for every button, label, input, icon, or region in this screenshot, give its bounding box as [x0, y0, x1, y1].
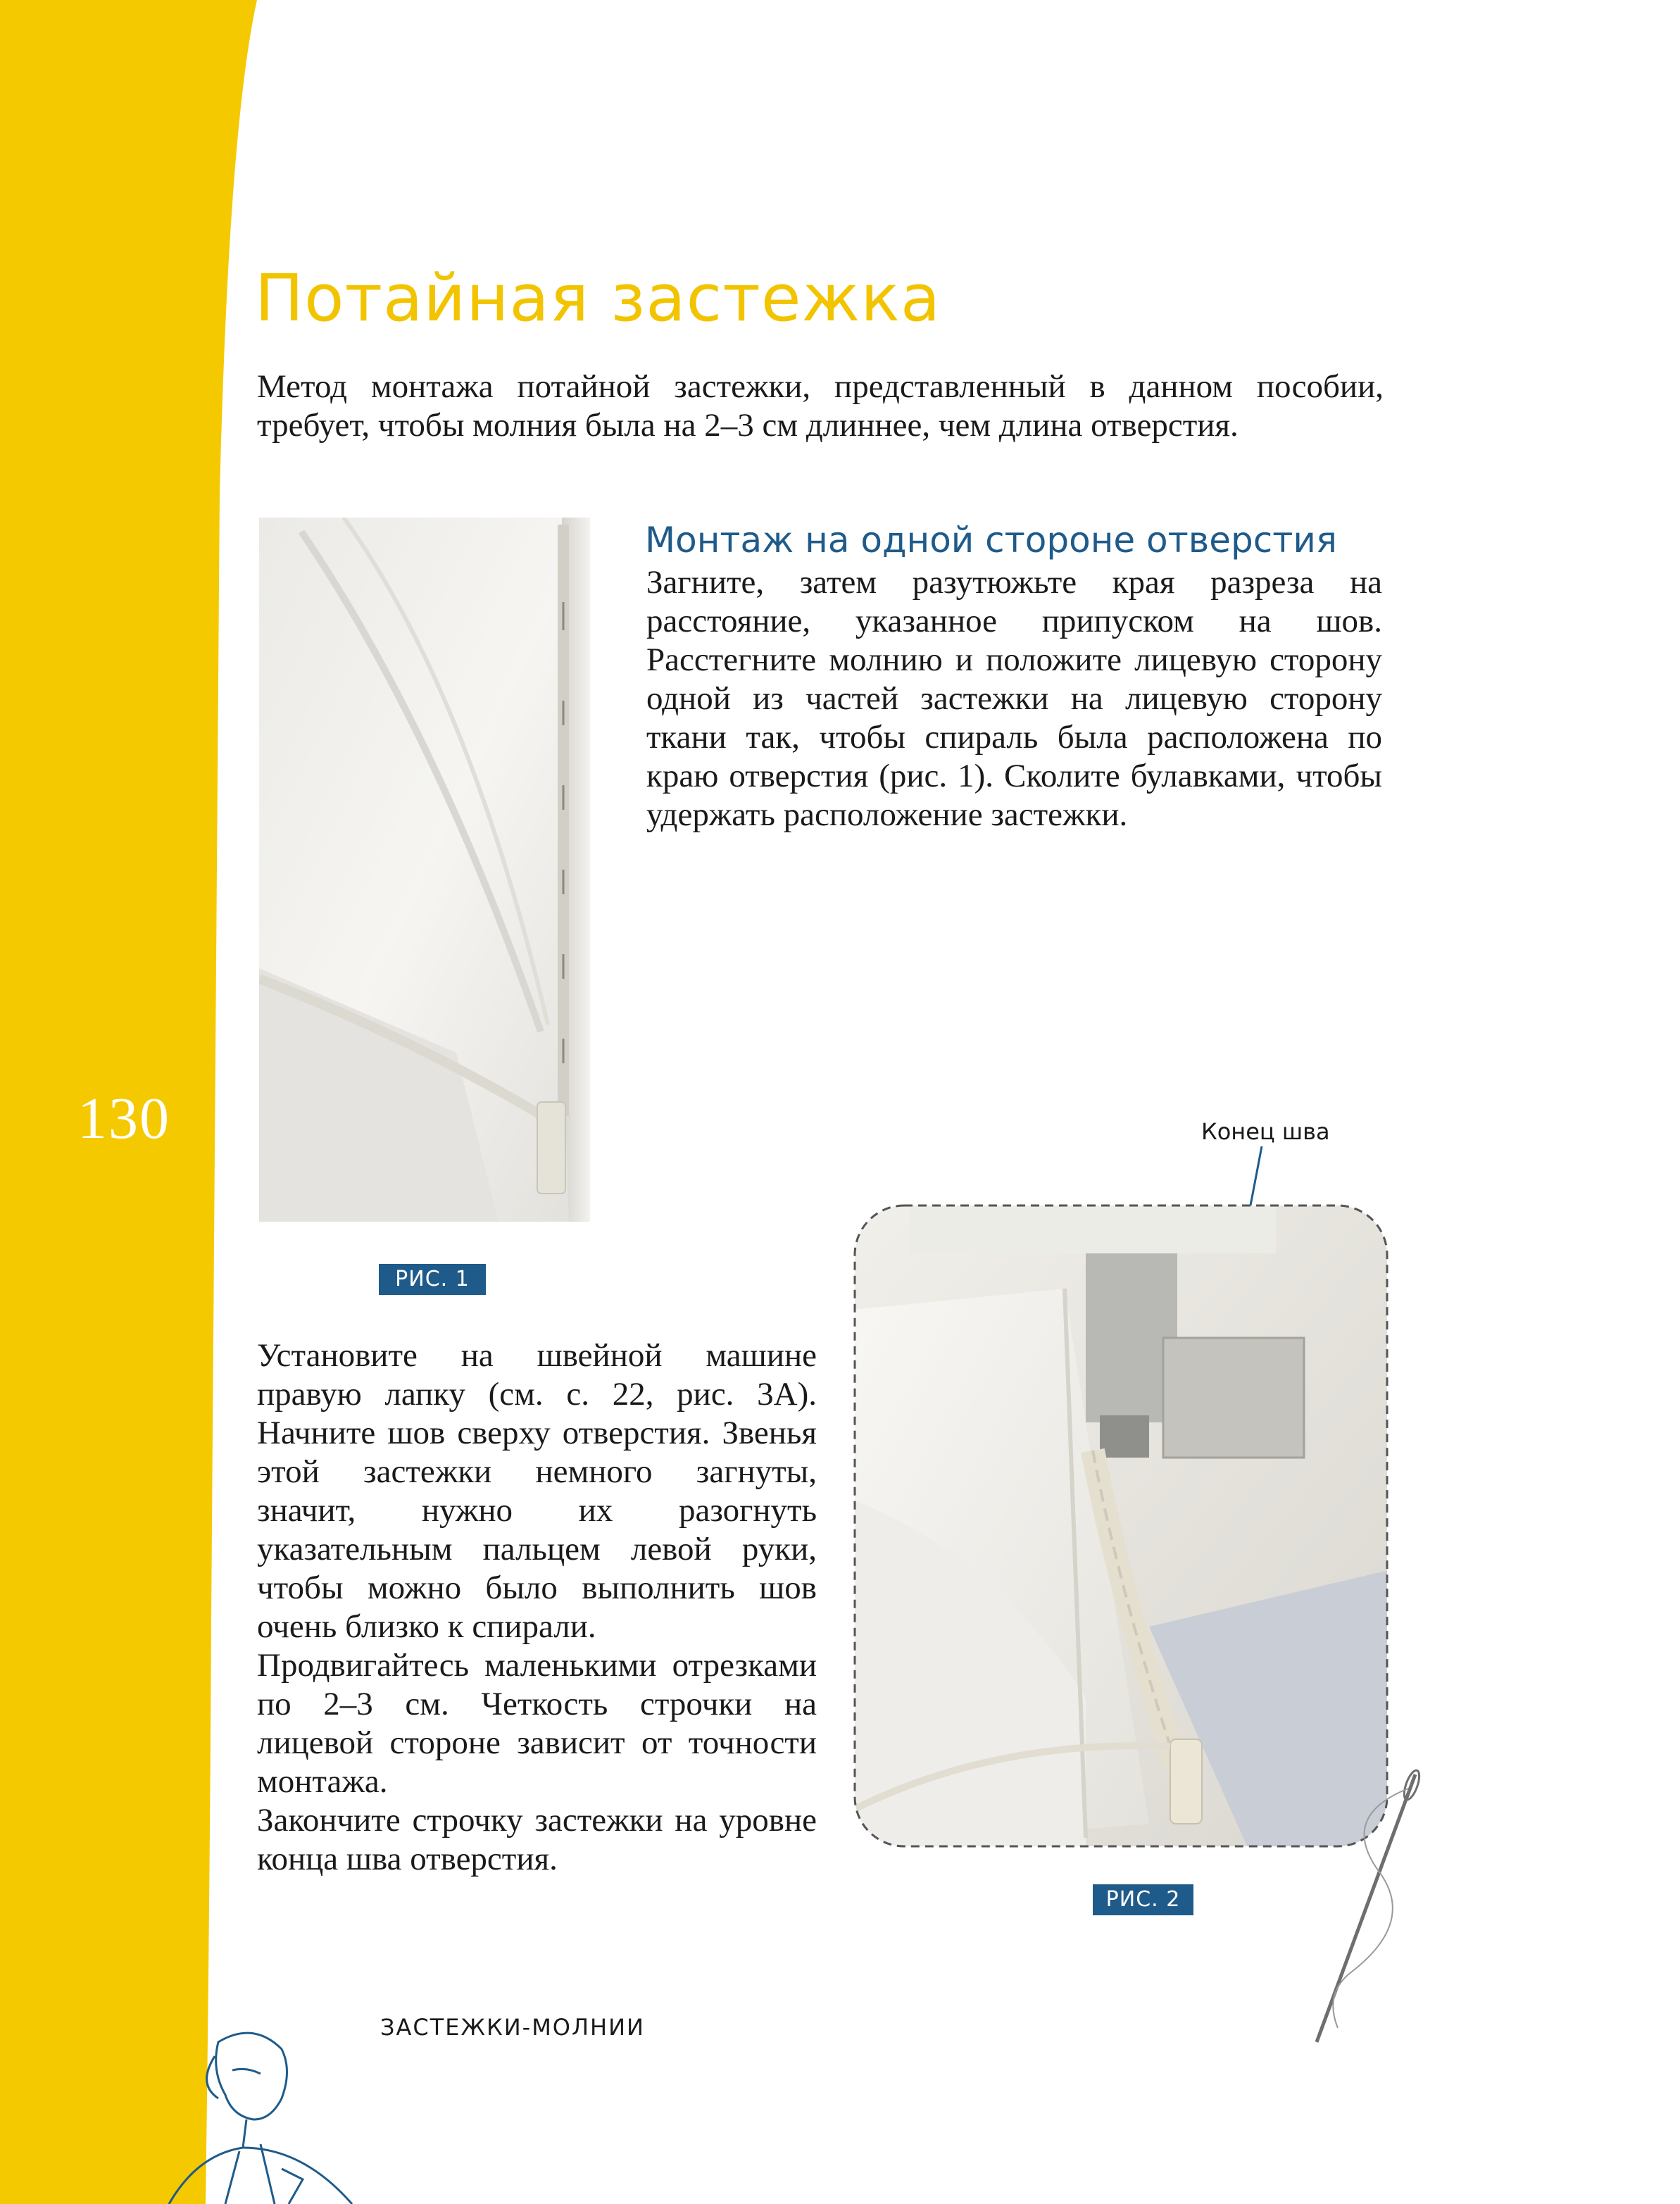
intro-text: Метод монтажа потайной застежки, представленный в данном пособии, требует, чтобы молния была на 2–3 см длиннее, чем длина отверстия.	[257, 368, 1384, 444]
figure-1-photo	[259, 518, 590, 1222]
figure-1-label: РИС. 1	[379, 1264, 486, 1295]
seam-end-callout: Конец шва	[1201, 1118, 1330, 1145]
needle-thread-icon	[1296, 1760, 1436, 2056]
section-heading: Монтаж на одной стороне отверстия	[645, 520, 1337, 561]
page-title: Потайная застежка	[255, 261, 941, 336]
section-2-paragraph-2: Продвигайтесь маленькими отрезками по 2–3 см. Четкость строчки на лицевой стороне зависит от точности монтажа.	[257, 1647, 817, 1800]
woman-sketch-icon	[141, 2028, 394, 2204]
section-2-paragraph-3: Закончите строчку застежки на уровне конца шва отверстия.	[257, 1802, 817, 1877]
section-1-paragraph: Загните, затем разутюжьте края разреза на расстояние, указанное припуском на шов. Расстегните молнию и положите лицевую сторону одной из частей застежки на лицевую сторону ткани так, чтобы спираль была расположена по краю отверстия (рис. 1). Сколите булавками, чтобы удержать расположение застежки.	[646, 564, 1382, 833]
intro-paragraph	[257, 368, 1384, 445]
figure-2-photo	[853, 1204, 1388, 1848]
page-number: 130	[77, 1086, 170, 1151]
section-1-text	[646, 563, 1382, 834]
section-2-text	[257, 1336, 817, 1879]
footer-section-title: ЗАСТЕЖКИ-МОЛНИИ	[380, 2014, 645, 2041]
section-2-paragraph-1: Установите на швейной машине правую лапку (см. с. 22, рис. 3А). Начните шов сверху отверстия. Звенья этой застежки немного загнуты, значит, нужно их разогнуть указательным пальцем левой руки, чтобы можно было выполнить шов очень близко к спирали.	[257, 1337, 817, 1645]
figure-2-label: РИС. 2	[1093, 1884, 1193, 1915]
